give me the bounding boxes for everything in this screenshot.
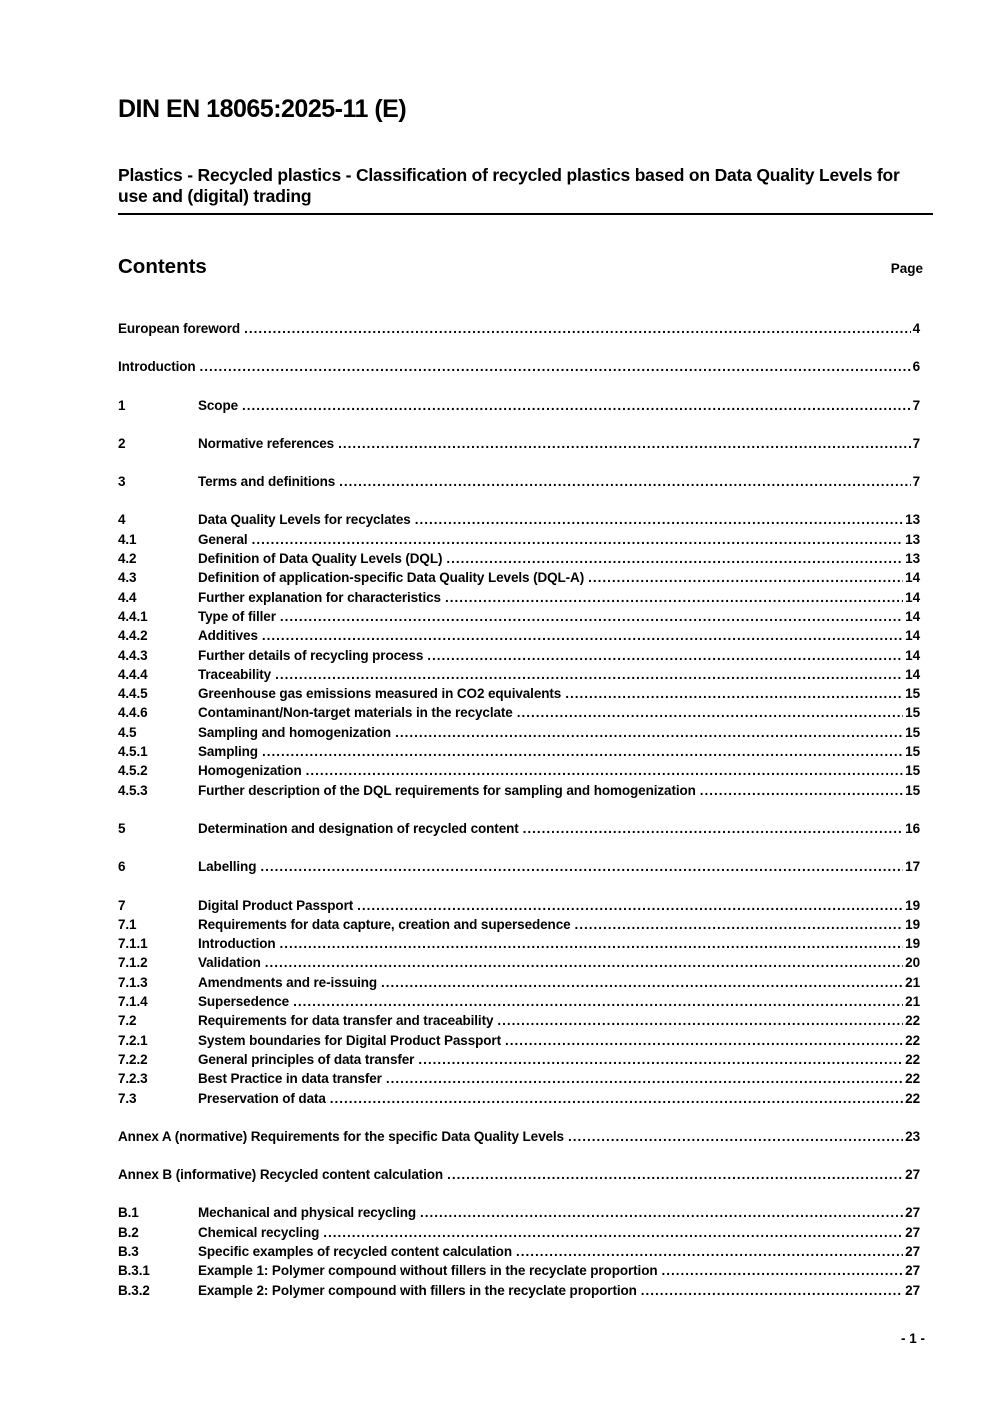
toc-entry-page: 14 bbox=[905, 647, 920, 663]
toc-entry bbox=[118, 761, 933, 780]
toc-entry bbox=[118, 953, 933, 972]
toc-entry-number: 4 bbox=[118, 512, 126, 528]
toc-entry-title: Homogenization bbox=[198, 763, 302, 779]
toc-leader-dots bbox=[323, 1223, 903, 1242]
toc-entry bbox=[118, 1165, 933, 1184]
toc-entry-title: Terms and definitions bbox=[198, 474, 336, 490]
toc-entry-title: Introduction bbox=[198, 936, 276, 952]
toc-entry-number: 4.1 bbox=[118, 531, 137, 547]
toc-entry-title: Sampling and homogenization bbox=[198, 724, 392, 740]
toc-entry-title: General principles of data transfer bbox=[198, 1051, 415, 1067]
toc-entry-number: 7.1.2 bbox=[118, 955, 148, 971]
toc-entry bbox=[118, 665, 933, 684]
toc-entry-title: Definition of Data Quality Levels (DQL) bbox=[198, 551, 443, 567]
toc-entry-title: Traceability bbox=[198, 666, 272, 682]
toc-entry-title: Annex A (normative) Requirements for the specific Data Quality Levels bbox=[118, 1128, 564, 1144]
toc-entry bbox=[118, 1127, 933, 1146]
toc-entry-title: Annex B (informative) Recycled content calculation bbox=[118, 1167, 444, 1183]
toc-entry-page: 17 bbox=[905, 859, 920, 875]
toc-entry-title: Requirements for data capture, creation and supersedence bbox=[198, 916, 571, 932]
toc-entry-number: B.3 bbox=[118, 1243, 139, 1259]
toc-entry-number: 7.3 bbox=[118, 1090, 137, 1106]
toc-entry-number: 4.4.3 bbox=[118, 647, 148, 663]
toc-entry-page: 15 bbox=[905, 782, 920, 798]
toc-entry-page: 22 bbox=[905, 1071, 920, 1087]
toc-entry-title: Example 2: Polymer compound with fillers in the recyclate proportion bbox=[198, 1282, 637, 1298]
toc-leader-dots bbox=[265, 953, 903, 972]
toc-entry bbox=[118, 396, 933, 415]
toc-entry-title: Contaminant/Non-target materials in the recyclate bbox=[198, 705, 513, 721]
toc-entry bbox=[118, 1011, 933, 1030]
toc-entry-number: 4.5.1 bbox=[118, 744, 148, 760]
toc-entry-page: 23 bbox=[905, 1128, 920, 1144]
toc-entry-page: 7 bbox=[912, 474, 920, 490]
toc-entry-number: 7.2.3 bbox=[118, 1071, 148, 1087]
toc-leader-dots bbox=[565, 684, 903, 703]
toc-entry bbox=[118, 530, 933, 549]
toc-entry-title: Additives bbox=[198, 628, 258, 644]
toc-entry bbox=[118, 1203, 933, 1222]
toc-leader-dots bbox=[446, 549, 903, 568]
toc-entry-title: Further details of recycling process bbox=[198, 647, 424, 663]
toc-entry bbox=[118, 1089, 933, 1108]
toc-leader-dots bbox=[244, 319, 911, 338]
toc-entry-title: Supersedence bbox=[198, 994, 290, 1010]
toc-leader-dots bbox=[661, 1261, 903, 1280]
toc-entry-title: Example 1: Polymer compound without fillers in the recyclate proportion bbox=[198, 1263, 658, 1279]
page-number-footer: - 1 - bbox=[900, 1331, 925, 1346]
toc-entry-number: 7.2.2 bbox=[118, 1051, 148, 1067]
toc-entry-page: 21 bbox=[905, 994, 920, 1010]
toc-leader-dots bbox=[260, 857, 903, 876]
toc-entry-page: 15 bbox=[905, 724, 920, 740]
toc-entry bbox=[118, 472, 933, 491]
toc-leader-dots bbox=[568, 1127, 903, 1146]
table-of-contents bbox=[118, 319, 933, 1300]
toc-entry-title: Sampling bbox=[198, 744, 258, 760]
toc-entry-title: Validation bbox=[198, 955, 261, 971]
toc-leader-dots bbox=[330, 1089, 903, 1108]
toc-leader-dots bbox=[338, 434, 911, 453]
toc-entry-page: 13 bbox=[905, 512, 920, 528]
toc-entry-title: Labelling bbox=[198, 859, 257, 875]
toc-entry bbox=[118, 1261, 933, 1280]
toc-entry-number: 4.4 bbox=[118, 589, 137, 605]
toc-entry-title: Specific examples of recycled content calculation bbox=[198, 1243, 512, 1259]
toc-entry bbox=[118, 1223, 933, 1242]
toc-leader-dots bbox=[523, 819, 904, 838]
toc-entry-page: 15 bbox=[905, 763, 920, 779]
toc-entry-number: 4.4.5 bbox=[118, 686, 148, 702]
toc-entry-number: 3 bbox=[118, 474, 126, 490]
toc-entry-number: 4.4.1 bbox=[118, 608, 148, 624]
toc-entry-title: Digital Product Passport bbox=[198, 897, 354, 913]
toc-entry-page: 6 bbox=[912, 359, 920, 375]
toc-leader-dots bbox=[339, 472, 910, 491]
toc-entry bbox=[118, 973, 933, 992]
toc-entry bbox=[118, 626, 933, 645]
toc-leader-dots bbox=[447, 1165, 903, 1184]
toc-entry bbox=[118, 607, 933, 626]
toc-entry-page: 22 bbox=[905, 1051, 920, 1067]
toc-leader-dots bbox=[386, 1069, 903, 1088]
toc-leader-dots bbox=[420, 1203, 903, 1222]
toc-entry-title: System boundaries for Digital Product Passport bbox=[198, 1032, 501, 1048]
toc-entry-title: Further explanation for characteristics bbox=[198, 589, 441, 605]
toc-entry-number: 4.2 bbox=[118, 551, 137, 567]
toc-entry-number: 4.4.6 bbox=[118, 705, 148, 721]
toc-leader-dots bbox=[575, 915, 904, 934]
toc-entry-page: 19 bbox=[905, 936, 920, 952]
toc-entry bbox=[118, 1281, 933, 1300]
toc-entry-page: 19 bbox=[905, 897, 920, 913]
toc-entry-page: 19 bbox=[905, 916, 920, 932]
toc-entry-title: Type of filler bbox=[198, 608, 276, 624]
toc-entry-title: Introduction bbox=[118, 359, 196, 375]
toc-entry-page: 7 bbox=[912, 397, 920, 413]
toc-entry-title: Amendments and re-issuing bbox=[198, 974, 378, 990]
toc-entry-title: Mechanical and physical recycling bbox=[198, 1205, 417, 1221]
toc-leader-dots bbox=[700, 781, 903, 800]
toc-leader-dots bbox=[445, 588, 903, 607]
toc-entry bbox=[118, 684, 933, 703]
toc-entry-number: B.2 bbox=[118, 1224, 139, 1240]
toc-leader-dots bbox=[262, 626, 903, 645]
toc-entry-number: 1 bbox=[118, 397, 126, 413]
toc-leader-dots bbox=[280, 934, 904, 953]
toc-entry-number: 7.1 bbox=[118, 916, 137, 932]
toc-entry-number: B.3.1 bbox=[118, 1263, 150, 1279]
toc-entry-number: 2 bbox=[118, 435, 126, 451]
toc-entry-number: B.1 bbox=[118, 1205, 139, 1221]
toc-entry-page: 14 bbox=[905, 628, 920, 644]
toc-leader-dots bbox=[415, 510, 903, 529]
contents-header bbox=[118, 255, 933, 279]
document-title-block bbox=[118, 165, 933, 215]
toc-entry-page: 7 bbox=[912, 435, 920, 451]
toc-entry-title: Preservation of data bbox=[198, 1090, 326, 1106]
toc-entry-number: 7.1.3 bbox=[118, 974, 148, 990]
toc-entry bbox=[118, 819, 933, 838]
toc-entry-number: 4.5.2 bbox=[118, 763, 148, 779]
toc-entry bbox=[118, 1069, 933, 1088]
toc-leader-dots bbox=[357, 896, 903, 915]
toc-entry-page: 14 bbox=[905, 666, 920, 682]
toc-entry bbox=[118, 857, 933, 876]
toc-entry bbox=[118, 703, 933, 722]
toc-leader-dots bbox=[306, 761, 904, 780]
toc-entry-page: 13 bbox=[905, 551, 920, 567]
toc-entry-page: 14 bbox=[905, 608, 920, 624]
toc-leader-dots bbox=[427, 646, 903, 665]
toc-entry bbox=[118, 319, 933, 338]
toc-leader-dots bbox=[242, 396, 911, 415]
toc-entry-title: European foreword bbox=[118, 321, 241, 336]
toc-entry-title: Chemical recycling bbox=[198, 1224, 320, 1240]
toc-entry-title: Best Practice in data transfer bbox=[198, 1071, 382, 1087]
toc-entry bbox=[118, 1050, 933, 1069]
toc-entry-number: 4.5.3 bbox=[118, 782, 148, 798]
toc-leader-dots bbox=[588, 568, 903, 587]
toc-entry bbox=[118, 934, 933, 953]
toc-leader-dots bbox=[252, 530, 904, 549]
toc-entry bbox=[118, 723, 933, 742]
toc-entry bbox=[118, 549, 933, 568]
toc-entry-page: 20 bbox=[905, 955, 920, 971]
toc-leader-dots bbox=[293, 992, 903, 1011]
toc-entry bbox=[118, 588, 933, 607]
toc-leader-dots bbox=[395, 723, 903, 742]
toc-leader-dots bbox=[497, 1011, 903, 1030]
toc-leader-dots bbox=[516, 1242, 903, 1261]
toc-entry bbox=[118, 1031, 933, 1050]
toc-entry-page: 27 bbox=[905, 1205, 920, 1221]
toc-entry-page: 22 bbox=[905, 1013, 920, 1029]
toc-entry bbox=[118, 992, 933, 1011]
toc-entry-title: Definition of application-specific Data Quality Levels (DQL-A) bbox=[198, 570, 585, 586]
page-column-label: Page bbox=[890, 261, 923, 276]
toc-leader-dots bbox=[262, 742, 903, 761]
toc-entry bbox=[118, 434, 933, 453]
toc-entry-title: Determination and designation of recycled content bbox=[198, 820, 519, 836]
toc-entry-page: 4 bbox=[912, 321, 920, 336]
toc-entry bbox=[118, 896, 933, 915]
toc-entry-title: General bbox=[198, 531, 248, 547]
toc-entry-number: 4.3 bbox=[118, 570, 137, 586]
toc-entry-page: 15 bbox=[905, 744, 920, 760]
toc-entry-title: Requirements for data transfer and traceability bbox=[198, 1013, 494, 1029]
toc-entry-page: 16 bbox=[905, 820, 920, 836]
document-title: Plastics - Recycled plastics - Classification of recycled plastics based on Data Quality Levels for use and (digital) trading bbox=[118, 165, 900, 206]
toc-entry-number: 7.1.1 bbox=[118, 936, 148, 952]
toc-leader-dots bbox=[418, 1050, 903, 1069]
toc-entry bbox=[118, 1242, 933, 1261]
toc-leader-dots bbox=[505, 1031, 903, 1050]
toc-entry-number: 7.2 bbox=[118, 1013, 137, 1029]
standard-number-heading: DIN EN 18065:2025-11 (E) bbox=[118, 95, 407, 123]
toc-leader-dots bbox=[200, 357, 911, 376]
toc-entry bbox=[118, 915, 933, 934]
toc-entry bbox=[118, 568, 933, 587]
toc-entry-title: Normative references bbox=[198, 435, 335, 451]
toc-entry-page: 27 bbox=[905, 1167, 920, 1183]
toc-leader-dots bbox=[381, 973, 903, 992]
toc-entry bbox=[118, 646, 933, 665]
toc-entry-page: 27 bbox=[905, 1224, 920, 1240]
toc-entry-page: 21 bbox=[905, 974, 920, 990]
toc-entry-page: 27 bbox=[905, 1243, 920, 1259]
toc-entry bbox=[118, 357, 933, 376]
toc-entry-page: 27 bbox=[905, 1282, 920, 1298]
toc-entry-page: 22 bbox=[905, 1090, 920, 1106]
toc-entry-number: B.3.2 bbox=[118, 1282, 150, 1298]
toc-entry-page: 27 bbox=[905, 1263, 920, 1279]
toc-leader-dots bbox=[275, 665, 903, 684]
toc-entry-number: 4.4.4 bbox=[118, 666, 148, 682]
document-page bbox=[118, 0, 933, 1403]
toc-entry-page: 22 bbox=[905, 1032, 920, 1048]
toc-entry bbox=[118, 510, 933, 529]
toc-entry-title: Data Quality Levels for recyclates bbox=[198, 512, 411, 528]
toc-entry-title: Scope bbox=[198, 397, 239, 413]
toc-entry-number: 5 bbox=[118, 820, 126, 836]
toc-entry-title: Greenhouse gas emissions measured in CO2 equivalents bbox=[198, 686, 562, 702]
toc-entry-page: 14 bbox=[905, 589, 920, 605]
toc-entry-number: 7.1.4 bbox=[118, 994, 148, 1010]
toc-leader-dots bbox=[517, 703, 903, 722]
toc-entry bbox=[118, 781, 933, 800]
toc-entry-page: 15 bbox=[905, 686, 920, 702]
toc-entry-page: 15 bbox=[905, 705, 920, 721]
toc-entry-number: 4.5 bbox=[118, 724, 137, 740]
toc-leader-dots bbox=[280, 607, 903, 626]
toc-entry-page: 13 bbox=[905, 531, 920, 547]
toc-entry-number: 6 bbox=[118, 859, 126, 875]
toc-entry-title: Further description of the DQL requirements for sampling and homogenization bbox=[198, 782, 696, 798]
contents-heading: Contents bbox=[118, 255, 207, 278]
toc-entry-page: 14 bbox=[905, 570, 920, 586]
toc-entry-number: 7.2.1 bbox=[118, 1032, 148, 1048]
toc-entry bbox=[118, 742, 933, 761]
toc-leader-dots bbox=[641, 1281, 903, 1300]
toc-entry-number: 4.4.2 bbox=[118, 628, 148, 644]
toc-entry-number: 7 bbox=[118, 897, 126, 913]
